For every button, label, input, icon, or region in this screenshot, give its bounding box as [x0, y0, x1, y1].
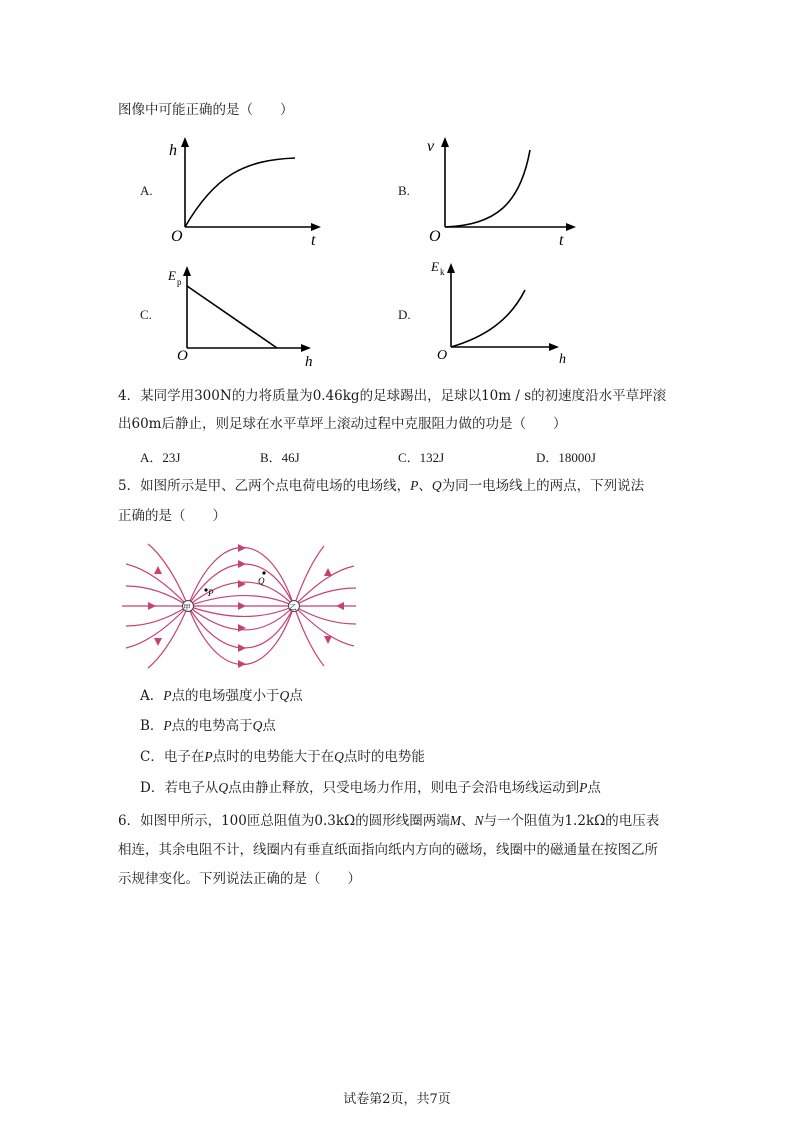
q3-graph-b — [425, 135, 585, 250]
q3-stem-tail: 图像中可能正确的是（ ） — [118, 102, 294, 118]
q5-option-b-tail: 点 — [262, 718, 276, 734]
q3-graph-c-ylabel: E — [168, 268, 176, 283]
q3-graph-a-ylabel: h — [169, 142, 177, 159]
q4-speed: 10m / s — [481, 388, 532, 404]
q5-p: P — [410, 478, 419, 493]
point-p-label: P — [208, 588, 214, 598]
q5-option-a-q: Q — [279, 688, 290, 703]
q3-graph-b-ylabel: v — [427, 138, 435, 155]
q3-graph-a-origin: O — [171, 228, 183, 245]
q3-graph-d-ylabel: E — [431, 259, 439, 274]
q3-graph-d-curve — [451, 290, 525, 347]
q5-line-1-b: 为同一电场线上的两点，下列说法 — [441, 478, 645, 494]
q5-line-1 — [118, 476, 644, 496]
q5-option-b-mid: 点的电势高于 — [171, 718, 253, 734]
q3-graph-c-xlabel: h — [305, 354, 313, 370]
q4-line-2: 出60m后静止，则足球在水平草坪上滚动过程中克服阻力做的功是（ ） — [118, 416, 567, 432]
q4-mass: 0.46kg — [312, 388, 360, 404]
q6-line-1-a: 6．如图甲所示，100匝总阻值为0.3kΩ的圆形线圈两端 — [118, 813, 450, 829]
q5-option-c-mid: 点时的电势能大于在 — [212, 749, 335, 765]
q4-line-1-a: 4．某同学用 — [118, 388, 195, 404]
q5-option-c-prefix: C．电子在 — [140, 749, 205, 765]
q3-graph-d — [425, 255, 585, 370]
q3-graph-a-curve — [185, 158, 295, 227]
point-q-marker — [262, 571, 265, 574]
q5-option-b-q: Q — [252, 718, 263, 733]
q3-graph-c-line — [187, 286, 277, 348]
q4-option-b: B．46J — [260, 450, 300, 465]
q5-option-d — [140, 778, 601, 798]
q5-line-1-a: 5．如图所示是甲、乙两个点电荷电场的电场线， — [118, 478, 411, 494]
q5-option-a — [140, 686, 303, 706]
q5-option-c — [140, 747, 425, 767]
q5-option-a-prefix: A． — [140, 688, 164, 704]
q4-option-d: D．18000J — [536, 450, 596, 465]
q4-option-a: A．23J — [140, 450, 181, 465]
q5-q: Q — [431, 478, 442, 493]
q5-option-b — [140, 716, 276, 736]
q3-graph-c-ysub: p — [177, 277, 182, 287]
page-footer: 试卷第2页，共7页 — [343, 1092, 451, 1107]
q3-option-d-label: D. — [398, 307, 411, 322]
q5-option-d-mid: 点由静止释放，只受电场力作用，则电子会沿电场线运动到 — [228, 780, 580, 796]
q3-graph-b-curve — [445, 150, 530, 227]
q4-line-1-c: 的足球踢出，足球以 — [359, 388, 482, 404]
q5-option-d-tail: 点 — [587, 780, 601, 796]
q6-line-1-b: 与一个阻值为1.2kΩ的电压表 — [483, 813, 660, 829]
q6-line-2: 相连，其余电阻不计，线圈内有垂直纸面指向纸内方向的磁场，线圈中的磁通量在按图乙所 — [118, 842, 658, 858]
q5-option-b-prefix: B． — [140, 718, 164, 734]
q4-line-1 — [118, 386, 666, 406]
q3-graph-a-xlabel: t — [311, 232, 316, 249]
q5-option-d-q: Q — [218, 780, 229, 795]
q3-graph-d-origin: O — [437, 348, 448, 363]
q4-option-c: C．132J — [398, 450, 445, 465]
q5-line-2: 正确的是（ ） — [118, 508, 226, 524]
q3-graph-d-ysub: k — [440, 267, 445, 277]
q3-graph-b-xlabel: t — [559, 232, 564, 249]
q5-option-a-p: P — [163, 688, 172, 703]
q6-m: M — [449, 813, 461, 828]
q3-graph-d-xlabel: h — [559, 352, 566, 367]
q5-option-c-tail: 点时的电势能 — [343, 749, 425, 765]
q5-option-b-p: P — [163, 718, 172, 733]
q4-line-1-b: 的力将质量为 — [231, 388, 313, 404]
charge-right-label: 乙 — [289, 603, 297, 612]
q5-option-a-tail: 点 — [289, 688, 303, 704]
charge-left-label: 甲 — [183, 603, 191, 612]
q5-sep: 、 — [418, 478, 432, 494]
q3-graph-c-origin: O — [177, 348, 188, 364]
q5-option-a-mid: 点的电场强度小于 — [171, 688, 280, 704]
q5-option-c-q: Q — [334, 749, 344, 764]
q4-line-1-d: 的初速度沿水平草坪滚 — [531, 388, 667, 404]
q6-n: N — [474, 813, 484, 828]
q3-graph-a — [165, 135, 325, 250]
q3-option-a-label: A. — [140, 183, 153, 198]
q3-option-c-label: C. — [140, 307, 152, 322]
q6-line-1 — [118, 811, 659, 831]
q3-option-b-label: B. — [398, 183, 410, 198]
q3-graph-c — [165, 262, 325, 372]
q4-force: 300N — [194, 388, 232, 404]
q5-option-d-p: P — [579, 780, 588, 795]
q6-sep: 、 — [460, 813, 475, 829]
q6-line-3: 示规律变化。下列说法正确的是（ ） — [118, 871, 361, 887]
field-line-figure — [118, 540, 363, 670]
point-q-label: Q — [258, 576, 265, 586]
q5-option-d-prefix: D．若电子从 — [140, 780, 219, 796]
q3-graph-b-origin: O — [429, 228, 441, 245]
q5-option-c-p: P — [204, 749, 213, 764]
